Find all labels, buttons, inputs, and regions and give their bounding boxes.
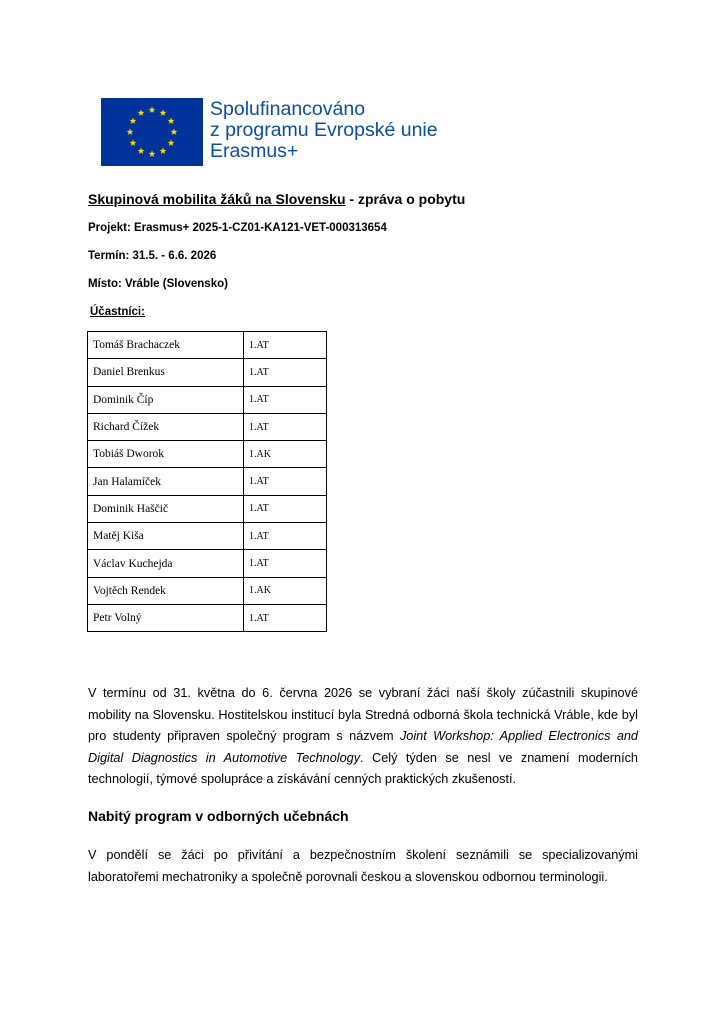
section-heading: Nabitý program v odborných učebnách (88, 808, 349, 824)
participant-name: Dominik Číp (88, 386, 244, 413)
title-rest: - zpráva o pobytu (345, 191, 466, 207)
eu-star (160, 147, 167, 154)
participant-class: 1.AK (244, 441, 327, 468)
workshop-name: Joint Workshop: Applied Electronics and Digital Diagnostics in Automotive Technology (88, 729, 638, 765)
eu-star (149, 106, 156, 113)
table-row (88, 523, 327, 550)
table-row (88, 468, 327, 495)
program-paragraph: V pondělí se žáci po přivítání a bezpečnostním školení seznámili se specializovanými laboratořemi mechatroniky a společně porovnali českou a slovenskou odbornou terminologii. (88, 848, 638, 884)
logo-text (210, 99, 438, 162)
eu-star (127, 128, 134, 135)
table-row (88, 386, 327, 413)
intro-text-1: V termínu od 31. května do 6. června 2026 se vybraní žáci naší školy zúčastnili skupinové mobility na Slovensku. Hostitelskou institucí byla Stredná odborná škola technická Vráble, kde byl pro studenty připraven společný program s názvem (88, 686, 638, 743)
participant-name: Daniel Brenkus (88, 359, 244, 386)
participant-name: Matěj Kiša (88, 523, 244, 550)
eu-star (168, 139, 175, 146)
participant-class: 1.AK (244, 577, 327, 604)
table-row (88, 550, 327, 577)
page-title (88, 191, 465, 207)
eu-star (130, 117, 137, 124)
participant-class: 1.AT (244, 413, 327, 440)
table-row (88, 359, 327, 386)
eu-star (138, 147, 145, 154)
participant-name: Dominik Haščič (88, 495, 244, 522)
participants-label: Účastníci: (90, 306, 145, 318)
title-underlined: Skupinová mobilita žáků na Slovensku (88, 191, 346, 207)
participant-class: 1.AT (244, 386, 327, 413)
eu-star (138, 109, 145, 116)
eu-flag-icon (101, 98, 203, 166)
eu-star (149, 150, 156, 157)
eu-star (160, 109, 167, 116)
eu-star (130, 139, 137, 146)
participant-class: 1.AT (244, 332, 327, 359)
participant-class: 1.AT (244, 550, 327, 577)
table-row (88, 441, 327, 468)
table-row (88, 495, 327, 522)
table-row (88, 604, 327, 631)
participant-class: 1.AT (244, 495, 327, 522)
eu-star (168, 117, 175, 124)
participant-name: Vojtěch Rendek (88, 577, 244, 604)
place-line: Místo: Vráble (Slovensko) (88, 278, 228, 290)
participant-class: 1.AT (244, 604, 327, 631)
participant-name: Petr Volný (88, 604, 244, 631)
logo-line-1: Spolufinancováno (210, 98, 366, 120)
participant-class: 1.AT (244, 523, 327, 550)
participant-name: Jan Halamíček (88, 468, 244, 495)
participant-class: 1.AT (244, 468, 327, 495)
participant-class: 1.AT (244, 359, 327, 386)
erasmus-logo (101, 98, 438, 166)
project-line: Projekt: Erasmus+ 2025-1-CZ01-KA121-VET-000313654 (88, 222, 387, 234)
logo-line-2: z programu Evropské unie (210, 119, 438, 141)
participant-name: Tobiáš Dworok (88, 441, 244, 468)
logo-line-3: Erasmus+ (210, 140, 299, 162)
participant-name: Václav Kuchejda (88, 550, 244, 577)
participant-name: Richard Čížek (88, 413, 244, 440)
eu-star (171, 128, 178, 135)
table-row (88, 413, 327, 440)
term-line: Termín: 31.5. - 6.6. 2026 (88, 250, 217, 262)
participant-name: Tomáš Brachaczek (88, 332, 244, 359)
table-row (88, 332, 327, 359)
participants-table (87, 331, 327, 632)
intro-text-2: . Celý týden se nesl ve znamení moderních technologií, týmové spolupráce a získávání cenných praktických zkušeností. (88, 750, 638, 786)
table-row (88, 577, 327, 604)
intro-paragraph (88, 683, 638, 791)
